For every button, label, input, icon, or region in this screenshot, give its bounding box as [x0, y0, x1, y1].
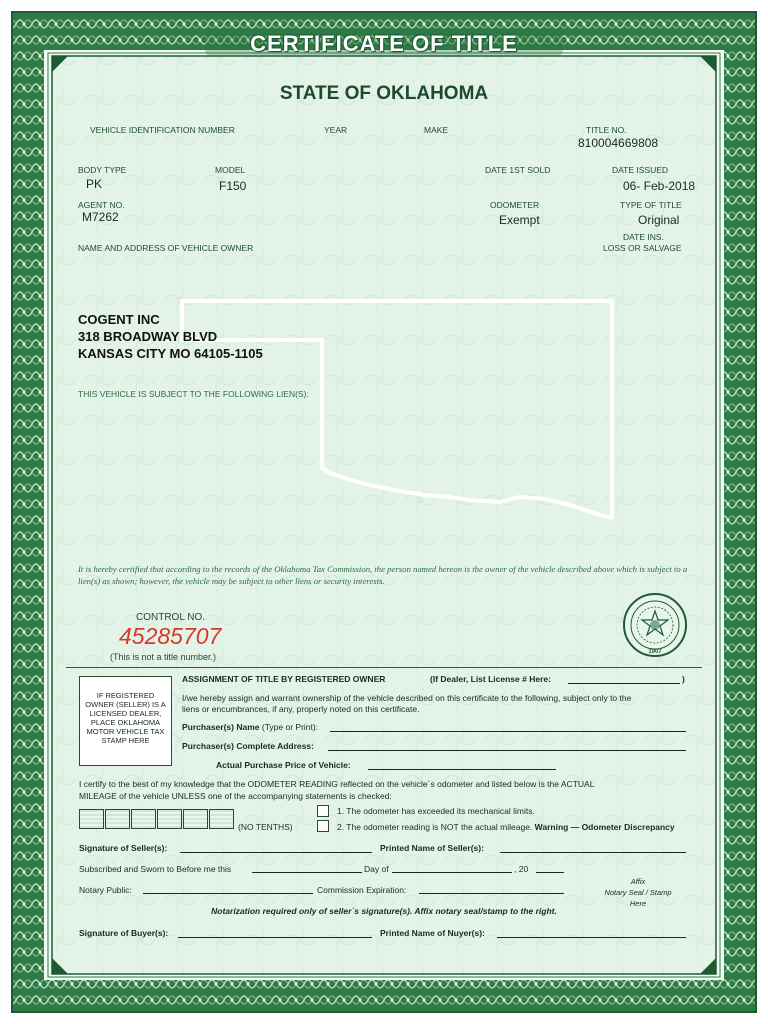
odometer-value: Exempt: [499, 213, 540, 227]
control-no-label: CONTROL NO.: [136, 612, 206, 623]
affix-line-3: Here: [629, 899, 647, 908]
odometer-option-2-checkbox[interactable]: [317, 820, 329, 832]
section-divider: [66, 667, 702, 668]
no-tenths-label: (NO TENTHS): [238, 822, 293, 832]
notary-seal-area: [598, 876, 678, 909]
assign-statement-1: I/we hereby assign and warrant ownership of the vehicle described on this certificate to the following, subject only to the: [182, 693, 632, 703]
odometer-digit-box[interactable]: [131, 809, 156, 829]
purchaser-name-row: [182, 722, 318, 732]
seller-printed-label: Printed Name of Seller(s):: [380, 843, 484, 853]
seller-signature-line[interactable]: [180, 852, 372, 853]
dealer-license-note-end: ): [682, 674, 685, 684]
assign-statement-2: liens or encumbrances, if any, properly noted on this certificate.: [182, 704, 420, 714]
notary-line[interactable]: [143, 893, 313, 894]
day-of-label: Day of: [364, 864, 389, 874]
affix-line-1: Affix: [630, 877, 646, 886]
control-note: (This is not a title number.): [110, 652, 217, 662]
owner-block: [78, 311, 263, 362]
dealer-license-line[interactable]: [568, 683, 680, 684]
agent-no-label: AGENT NO.: [78, 200, 125, 210]
buyer-printed-line[interactable]: [497, 937, 686, 938]
odometer-label: ODOMETER: [490, 200, 540, 210]
purchaser-address-line[interactable]: [328, 750, 686, 751]
agent-no-value: M7262: [82, 210, 119, 224]
buyer-signature-label: Signature of Buyer(s):: [79, 928, 169, 938]
control-number: 45285707: [119, 623, 222, 649]
odometer-option-1: 1. The odometer has exceeded its mechanical limits.: [337, 806, 535, 816]
vin-label: VEHICLE IDENTIFICATION NUMBER: [90, 125, 235, 135]
title-no-value: 810004669808: [578, 136, 659, 150]
odometer-option-1-checkbox[interactable]: [317, 805, 329, 817]
odometer-digit-box[interactable]: [183, 809, 208, 829]
loss-salvage-label: LOSS OR SALVAGE: [603, 243, 682, 253]
odometer-cert-1: I certify to the best of my knowledge that the ODOMETER READING reflected on the vehicle´s odometer and listed below is the ACTUAL: [79, 779, 595, 789]
model-label: MODEL: [215, 165, 246, 175]
sworn-month-line[interactable]: [392, 872, 512, 873]
buyer-signature-line[interactable]: [178, 937, 372, 938]
purchaser-address-label: Purchaser(s) Complete Address:: [182, 741, 314, 751]
odometer-digit-box[interactable]: [79, 809, 104, 829]
odometer-option-2: 2. The odometer reading is NOT the actual mileage.: [337, 822, 533, 832]
odometer-option-2-row: [337, 822, 675, 832]
price-label: Actual Purchase Price of Vehicle:: [216, 760, 351, 770]
odometer-digit-box[interactable]: [209, 809, 234, 829]
odometer-cert-2: MILEAGE of the vehicle UNLESS one of the accompanying statements is checked:: [79, 791, 392, 801]
notarization-note: Notarization required only of seller´s signature(s). Affix notary seal/stamp to the right.: [211, 906, 557, 916]
price-line[interactable]: [368, 769, 556, 770]
affix-line-2: Notary Seal / Stamp: [604, 888, 672, 897]
date-ins-label: DATE INS.: [623, 232, 664, 242]
sworn-day-line[interactable]: [252, 872, 362, 873]
dealer-license-note: (If Dealer, List License # Here:: [430, 674, 551, 684]
purchaser-name-hint: (Type or Print):: [261, 722, 319, 732]
body-type-label: BODY TYPE: [78, 165, 127, 175]
state-seal-icon: [622, 592, 688, 658]
year-label: YEAR: [324, 125, 348, 135]
type-of-title-label: TYPE OF TITLE: [620, 200, 682, 210]
owner-city: KANSAS CITY MO 64105-1105: [78, 346, 263, 361]
assignment-heading: ASSIGNMENT OF TITLE BY REGISTERED OWNER: [182, 674, 386, 684]
make-label: MAKE: [424, 125, 449, 135]
date-issued-value: 06- Feb-2018: [623, 179, 696, 193]
year-prefix-label: , 20: [514, 864, 529, 874]
state-heading: STATE OF OKLAHOMA: [279, 83, 489, 104]
purchaser-name-label: Purchaser(s) Name: [182, 722, 260, 732]
title-no-label: TITLE NO.: [586, 125, 627, 135]
owner-name: COGENT INC: [78, 312, 160, 327]
lien-label: THIS VEHICLE IS SUBJECT TO THE FOLLOWING LIEN(S):: [78, 389, 309, 399]
seller-signature-label: Signature of Seller(s):: [79, 843, 168, 853]
odometer-digit-box[interactable]: [105, 809, 130, 829]
owner-street: 318 BROADWAY BLVD: [78, 329, 218, 344]
certification-text: It is hereby certified that according to the records of the Oklahoma Tax Commission, the person named hereon is the owner of the vehicle described above which is subject to a lien(s) as shown; however, the vehicle may be subject to other liens or security interests.: [78, 564, 688, 586]
purchaser-name-line[interactable]: [330, 731, 686, 732]
buyer-printed-label: Printed Name of Nuyer(s):: [380, 928, 485, 938]
odometer-digit-box[interactable]: [157, 809, 182, 829]
dealer-stamp-box: [79, 676, 172, 766]
model-value: F150: [219, 179, 247, 193]
notary-label: Notary Public:: [79, 885, 132, 895]
sworn-year-line[interactable]: [536, 872, 564, 873]
sworn-label: Subscribed and Sworn to Before me this: [79, 864, 232, 874]
dealer-stamp-text: IF REGISTERED OWNER (SELLER) IS A LICENSED DEALER, PLACE OKLAHOMA MOTOR VEHICLE TAX STAMP HERE: [85, 691, 166, 745]
date-issued-label: DATE ISSUED: [612, 165, 669, 175]
owner-label: NAME AND ADDRESS OF VEHICLE OWNER: [78, 243, 254, 253]
certificate-title: CERTIFICATE OF TITLE: [250, 31, 518, 56]
type-of-title-value: Original: [638, 213, 680, 227]
seal-year: 1907: [648, 649, 662, 655]
commission-label: Commission Expiration:: [317, 885, 407, 895]
date-first-sold-label: DATE 1ST SOLD: [485, 165, 551, 175]
body-type-value: PK: [86, 177, 103, 191]
odometer-warning: Warning — Odometer Discrepancy: [534, 822, 675, 832]
commission-line[interactable]: [419, 893, 564, 894]
seller-printed-line[interactable]: [500, 852, 686, 853]
